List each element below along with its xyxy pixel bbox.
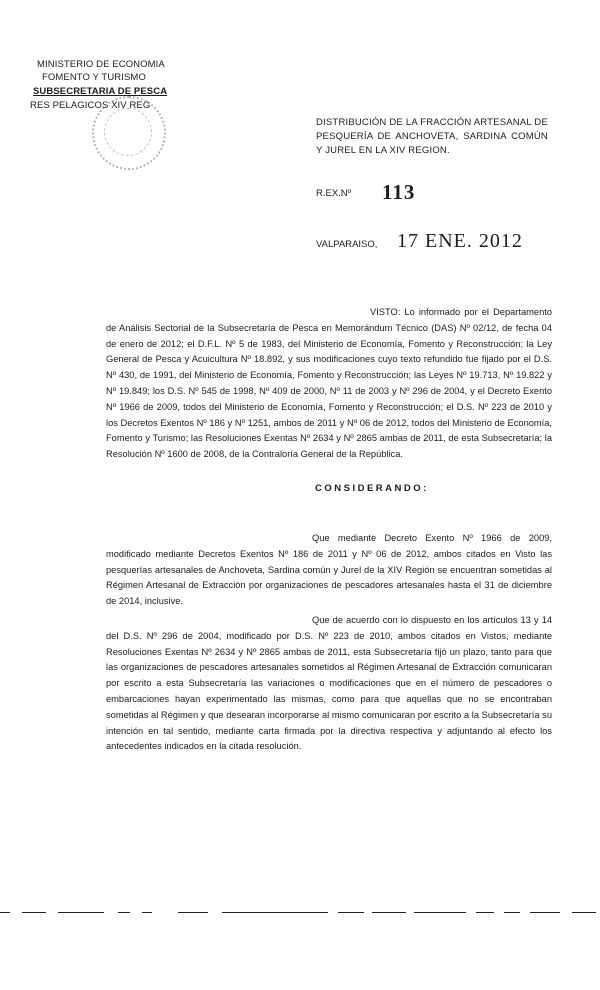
considerando-heading: CONSIDERANDO: — [315, 483, 429, 494]
divider-dash — [118, 912, 130, 913]
divider-dash — [530, 912, 560, 913]
issue-place: VALPARAISO, — [316, 239, 378, 250]
official-seal-inner — [104, 108, 152, 156]
document-subject: DISTRIBUCIÓN DE LA FRACCIÓN ARTESANAL DE PESQUERÍA DE ANCHOVETA, SARDINA COMÚN Y JUREL EN LA XIV REGION. — [316, 117, 548, 156]
visto-paragraph: VISTO: Lo informado por el Departamento de Análisis Sectorial de la Subsecretaría de Pesca en Memorándum Técnico (DAS) Nº 02/12, de fecha 04 de enero de 2012; el D.F.L. Nº 5 de 1983, del Ministerio de Economía, Fomento y Reconstrucción; la Ley General de Pesca y Acuicultura Nº 18.892, y sus modificaciones cuyo texto refundido fue fijado por el D.S. Nº 430, de 1991, del Ministerio de Economía, Fomento y Reconstrucción; las Leyes Nº 19.713, Nº 19.822 y Nº 19.849; los D.S. Nº 545 de 1998, Nº 409 de 2000, Nº 11 de 2003 y Nº 296 de 2004, y el Decreto Exento Nº 1966 de 2009, todos del Ministerio de Economía, Fomento y Reconstrucción; el D.S. Nº 223 de 2010 y los Decretos Exentos Nº 186 y Nº 1251, ambos de 2011 y Nº 06 de 2012, todos del Ministerio de Economía, Fomento y Turismo; las Resoluciones Exentas Nº 2634 y Nº 2865 ambas de 2011, de esta Subsecretaría; la Resolución Nº 1600 de 2008, de la Contraloría General de la República. — [106, 307, 552, 460]
divider-dash — [58, 912, 104, 913]
subsecretaria-name: SUBSECRETARIA DE PESCA — [33, 86, 168, 97]
divider-dash — [372, 912, 406, 913]
divider-dash — [22, 912, 46, 913]
issue-date: 17 ENE. 2012 — [397, 230, 523, 252]
divider-dash — [414, 912, 466, 913]
divider-dash — [476, 912, 494, 913]
divider-dash — [222, 912, 328, 913]
ministry-name: MINISTERIO DE ECONOMIA — [37, 59, 165, 70]
divider-dash — [504, 912, 520, 913]
considerando-paragraph-1: Que mediante Decreto Exento Nº 1966 de 2009, modificado mediante Decretos Exentos Nº 186 de 2011 y Nº 06 de 2012, ambos citados en Visto las pesquerías artesanales de Anchoveta, Sardina común y Jurel de la XIV Región se encuentran sometidas al Régimen Artesanal de Extracción por organizaciones de pescadores artesanales hasta el 31 de diciembre de 2014, inclusive. — [106, 533, 552, 607]
divider-dash — [0, 912, 10, 913]
divider-dash — [572, 912, 596, 913]
resolution-number: 113 — [382, 180, 416, 204]
resolution-label: R.EX.Nº — [316, 188, 352, 199]
divider-dash — [178, 912, 208, 913]
page-divider — [0, 912, 600, 916]
considerando-paragraph-2: Que de acuerdo con lo dispuesto en los artículos 13 y 14 del D.S. Nº 296 de 2004, modificado por D.S. Nº 223 de 2010, ambos citados en Vistos, mediante Resoluciones Exentas Nº 2634 y Nº 2865 ambas de 2011, esta Subsecretaría fijó un plazo, tanto para que las organizaciones de pescadores artesanales sometidos al Régimen Artesanal de Extracción comunicaran por escrito a esta Subsecretaría las variaciones o modificaciones que en el número de pescadores o embarcaciones hayan experimentado las mismas, como para que aquellas que no se encontraban sometidas al Régimen y que desearan incorporarse al mismo comunicaran por escrito a la Subsecretaría su intención en tal sentido, mediante carta firmada por la directiva respectiva y adjuntando al efecto los antecedentes indicados en la citada resolución. — [106, 615, 552, 752]
ministry-subname: FOMENTO Y TURISMO — [42, 72, 146, 83]
divider-dash — [142, 912, 152, 913]
divider-dash — [338, 912, 364, 913]
department-code: RES PELAGICOS XIV REG — [30, 100, 151, 111]
